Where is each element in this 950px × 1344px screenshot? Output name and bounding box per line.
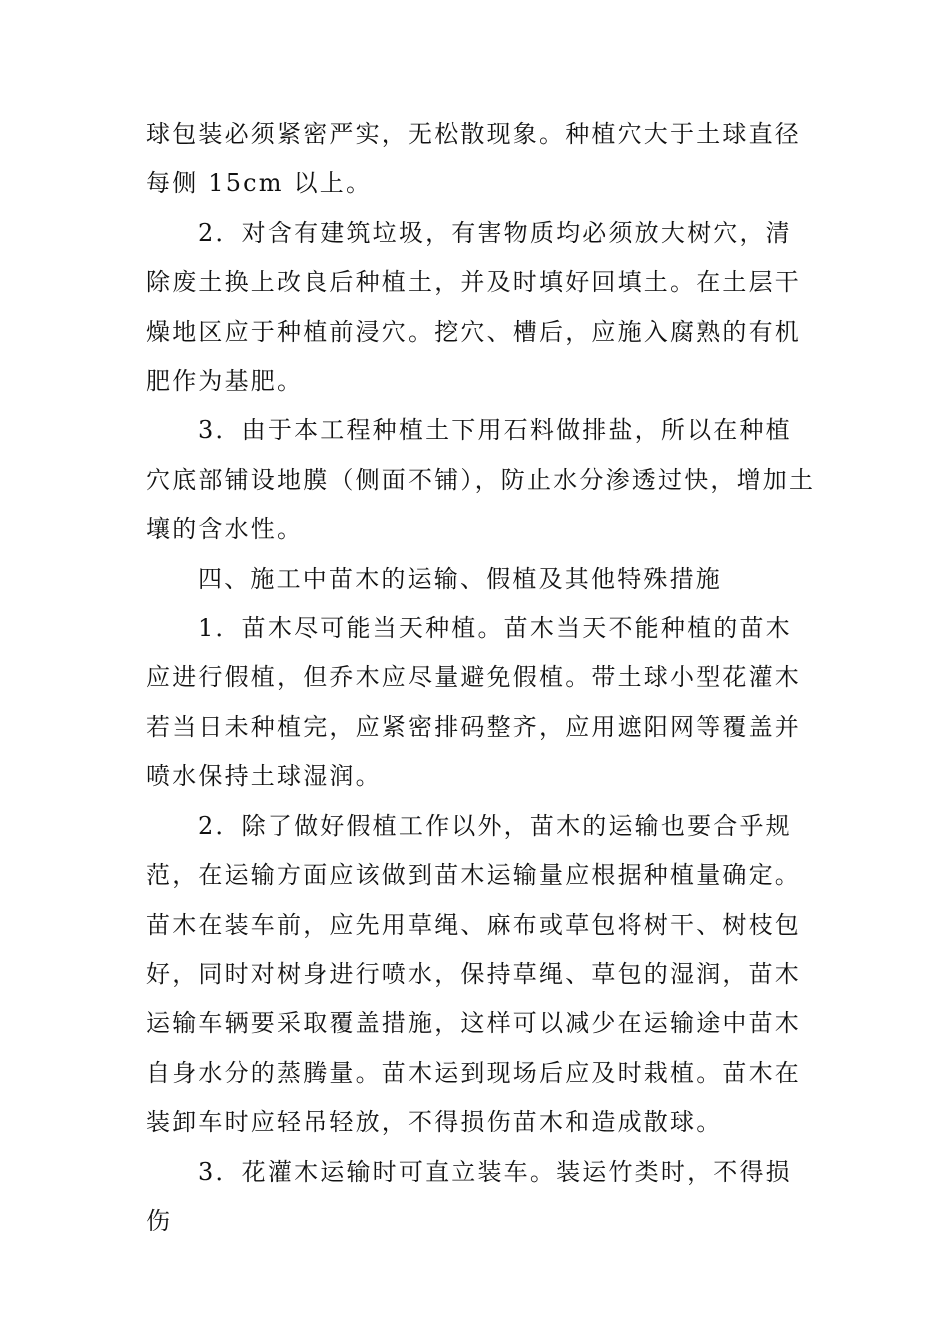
document-body: [146, 110, 818, 1246]
paragraph-5: 1．苗木尽可能当天种植。苗木当天不能种植的苗木应进行假植，但乔木应尽量避免假植。带土球小型花灌木若当日未种植完，应紧密排码整齐，应用遮阳网等覆盖并喷水保持土球湿润。: [146, 614, 801, 791]
paragraph-7: 3．花灌木运输时可直立装车。装运竹类时，不得损伤: [146, 1157, 792, 1235]
paragraph-3: 3．由于本工程种植土下用石料做排盐，所以在种植穴底部铺设地膜（侧面不铺），防止水分渗透过快，增加土壤的含水性。: [146, 416, 816, 544]
paragraph-2: 2．对含有建筑垃圾，有害物质均必须放大树穴，清除废土换上改良后种植土，并及时填好回填土。在土层干燥地区应于种植前浸穴。挖穴、槽后，应施入腐熟的有机肥作为基肥。: [146, 218, 801, 396]
section-heading-4: 四、施工中苗木的运输、假植及其他特殊措施: [198, 564, 722, 593]
paragraph-6: 2．除了做好假植工作以外，苗木的运输也要合乎规范，在运输方面应该做到苗木运输量应根据种植量确定。苗木在装车前，应先用草绳、麻布或草包将树干、树枝包好，同时对树身进行喷水，保持草绳、草包的湿润，苗木运输车辆要采取覆盖措施，这样可以减少在运输途中苗木自身水分的蒸腾量。苗木运到现场后应及时栽植。苗木在装卸车时应轻吊轻放，不得损伤苗木和造成散球。: [146, 811, 801, 1137]
paragraph-1: 球包装必须紧密严实，无松散现象。种植穴大于土球直径每侧 15cm 以上。: [146, 120, 801, 198]
